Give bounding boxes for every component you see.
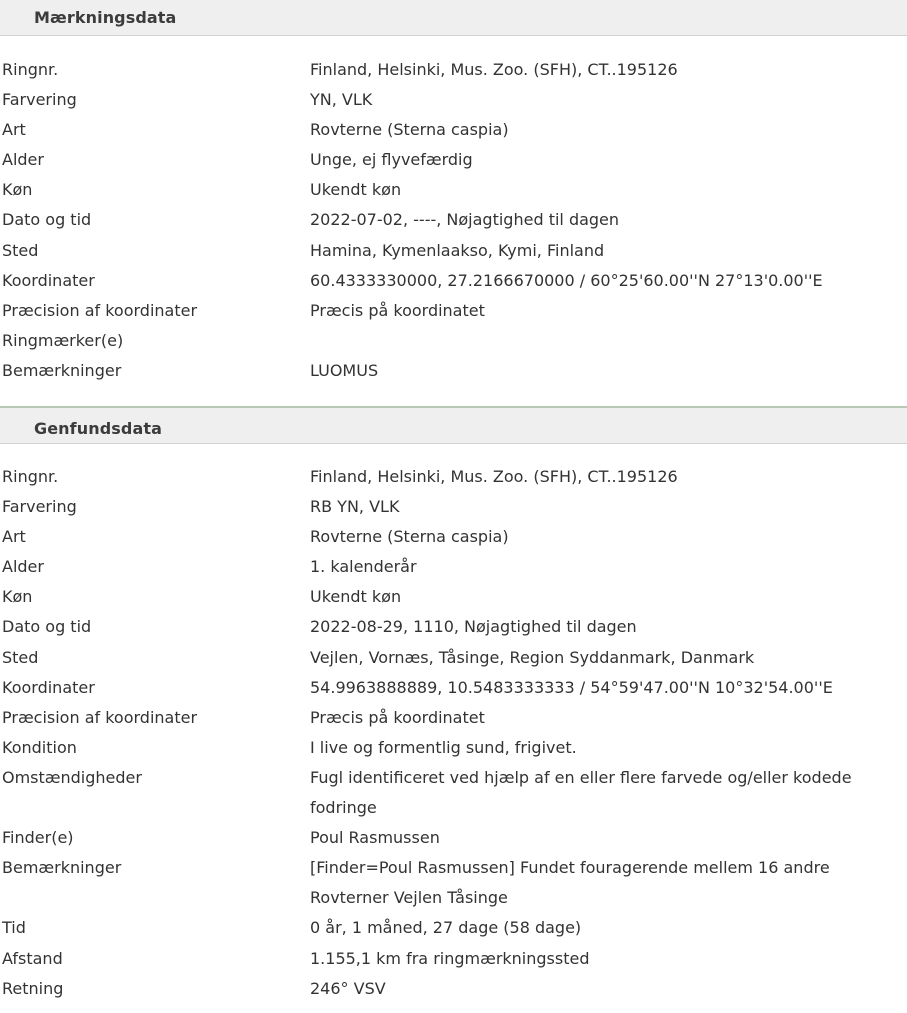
row-label: Koordinater bbox=[2, 270, 95, 290]
row-label: Kondition bbox=[2, 737, 77, 757]
row-value: Unge, ej flyvefærdig bbox=[310, 150, 473, 170]
row-label: Sted bbox=[2, 647, 39, 667]
recovery-row-color-ring bbox=[0, 492, 907, 522]
row-label: Alder bbox=[2, 150, 44, 170]
row-value: Rovterne (Sterna caspia) bbox=[310, 120, 509, 140]
marking-row-sex bbox=[0, 175, 907, 205]
row-label: Koordinater bbox=[2, 677, 95, 697]
row-label: Retning bbox=[2, 978, 64, 998]
recovery-row-age bbox=[0, 552, 907, 582]
row-value: Poul Rasmussen bbox=[310, 828, 440, 848]
row-label: Art bbox=[2, 120, 26, 140]
row-label: Finder(e) bbox=[2, 828, 74, 848]
row-value: 2022-08-29, 1110, Nøjagtighed til dagen bbox=[310, 617, 637, 637]
recovery-row-date-time bbox=[0, 612, 907, 642]
row-label: Dato og tid bbox=[2, 210, 92, 230]
row-label: Alder bbox=[2, 557, 44, 577]
row-label: Tid bbox=[2, 918, 26, 938]
row-label: Farvering bbox=[2, 90, 77, 110]
row-value: Rovterne (Sterna caspia) bbox=[310, 527, 509, 547]
recovery-row-place bbox=[0, 643, 907, 673]
row-value: 0 år, 1 måned, 27 dage (58 dage) bbox=[310, 918, 582, 938]
row-value: 54.9963888889, 10.5483333333 / 54°59'47.00''N 10°32'54.00''E bbox=[310, 677, 833, 697]
recovery-row-direction bbox=[0, 974, 907, 1004]
row-label: Omstændigheder bbox=[2, 767, 142, 787]
row-label: Bemærkninger bbox=[2, 360, 122, 380]
row-value: YN, VLK bbox=[310, 90, 373, 110]
recovery-data-header bbox=[0, 406, 907, 444]
recovery-data-rows bbox=[0, 462, 907, 1004]
row-label: Ringmærker(e) bbox=[2, 330, 124, 350]
row-value: Hamina, Kymenlaakso, Kymi, Finland bbox=[310, 240, 605, 260]
recovery-row-species bbox=[0, 522, 907, 552]
marking-row-coordinate-precision bbox=[0, 296, 907, 326]
row-value: I live og formentlig sund, frigivet. bbox=[310, 737, 577, 757]
row-value: Finland, Helsinki, Mus. Zoo. (SFH), CT..195126 bbox=[310, 60, 678, 79]
row-value: 1.155,1 km fra ringmærkningssted bbox=[310, 948, 590, 968]
row-value: 1. kalenderår bbox=[310, 557, 417, 577]
marking-row-date-time bbox=[0, 205, 907, 235]
row-label: Art bbox=[2, 527, 26, 547]
row-label: Farvering bbox=[2, 497, 77, 517]
row-value: 60.4333330000, 27.2166670000 / 60°25'60.00''N 27°13'0.00''E bbox=[310, 270, 823, 290]
recovery-row-coordinate-precision bbox=[0, 703, 907, 733]
marking-row-remarks bbox=[0, 356, 907, 386]
row-value: 246° VSV bbox=[310, 978, 386, 998]
row-label: Afstand bbox=[2, 948, 63, 968]
row-label: Ringnr. bbox=[2, 467, 59, 486]
row-label: Køn bbox=[2, 180, 33, 200]
row-label: Køn bbox=[2, 587, 33, 607]
row-label: Dato og tid bbox=[2, 617, 92, 637]
marking-data-header bbox=[0, 0, 907, 36]
recovery-row-ring-number bbox=[0, 462, 907, 492]
row-label: Ringnr. bbox=[2, 60, 59, 79]
marking-row-ringers bbox=[0, 326, 907, 356]
marking-row-place bbox=[0, 236, 907, 266]
row-value: Ukendt køn bbox=[310, 587, 402, 607]
row-label: Præcision af koordinater bbox=[2, 707, 198, 727]
row-value: Fugl identificeret ved hjælp af en eller flere farvede og/eller kodede fodringe bbox=[310, 767, 852, 818]
marking-data-section bbox=[0, 0, 907, 386]
recovery-data-title: Genfundsdata bbox=[34, 419, 162, 438]
recovery-row-condition bbox=[0, 733, 907, 763]
row-value: Præcis på koordinatet bbox=[310, 300, 485, 320]
recovery-row-remarks bbox=[0, 853, 907, 913]
recovery-row-circumstances bbox=[0, 763, 907, 823]
marking-row-coordinates bbox=[0, 266, 907, 296]
row-value: Ukendt køn bbox=[310, 180, 402, 200]
marking-row-species bbox=[0, 115, 907, 145]
row-value: 2022-07-02, ----, Nøjagtighed til dagen bbox=[310, 210, 620, 230]
recovery-row-distance bbox=[0, 944, 907, 974]
row-label: Bemærkninger bbox=[2, 858, 122, 878]
row-label: Præcision af koordinater bbox=[2, 300, 198, 320]
marking-data-title: Mærkningsdata bbox=[34, 8, 177, 27]
row-label: Sted bbox=[2, 240, 39, 260]
marking-row-ring-number bbox=[0, 55, 907, 85]
recovery-row-finders bbox=[0, 823, 907, 853]
recovery-data-section bbox=[0, 406, 907, 1004]
recovery-row-sex bbox=[0, 582, 907, 612]
marking-row-color-ring bbox=[0, 85, 907, 115]
row-value: LUOMUS bbox=[310, 360, 379, 380]
marking-row-age bbox=[0, 145, 907, 175]
row-value: Finland, Helsinki, Mus. Zoo. (SFH), CT..195126 bbox=[310, 467, 678, 486]
row-value: Præcis på koordinatet bbox=[310, 707, 485, 727]
recovery-row-time-elapsed bbox=[0, 913, 907, 943]
recovery-row-coordinates bbox=[0, 673, 907, 703]
row-value: Vejlen, Vornæs, Tåsinge, Region Syddanmark, Danmark bbox=[310, 647, 755, 667]
row-value: RB YN, VLK bbox=[310, 497, 400, 517]
marking-data-rows bbox=[0, 55, 907, 386]
row-value: [Finder=Poul Rasmussen] Fundet fouragerende mellem 16 andre Rovterner Vejlen Tåsinge bbox=[310, 858, 830, 908]
